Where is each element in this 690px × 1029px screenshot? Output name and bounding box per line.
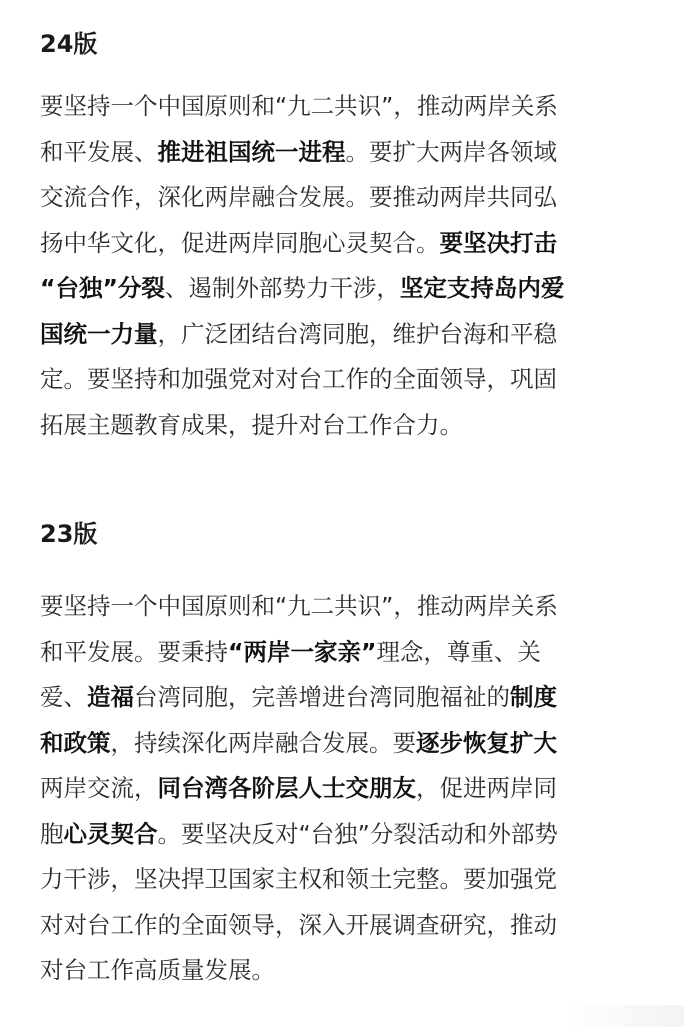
text-line xyxy=(40,84,660,130)
text-line xyxy=(40,903,660,949)
bold-text-run: 心灵契合 xyxy=(63,819,158,848)
section-heading-24: 24版 xyxy=(40,30,98,58)
bold-text-run: 国统一力量 xyxy=(40,319,158,348)
bold-text-run: 要坚决打击 xyxy=(439,228,557,257)
bold-text-run: 制度 xyxy=(510,683,557,711)
text-run: 理念，尊重、关 xyxy=(376,637,541,666)
bold-text-run: “台独”分裂 xyxy=(40,274,165,302)
text-run: 要坚持一个中国原则和“九二共识”，推动两岸关系 xyxy=(40,592,558,620)
text-run: ，促进两岸同 xyxy=(416,774,557,802)
text-run: 两岸交流， xyxy=(40,774,158,802)
section-paragraph-24 xyxy=(40,84,660,448)
bold-text-run: 造福 xyxy=(87,683,134,711)
bold-text-run: 坚定支持岛内爱 xyxy=(399,274,565,302)
text-run: 胞 xyxy=(40,819,64,848)
text-run: 对台工作高质量发展。 xyxy=(40,956,275,984)
text-line xyxy=(40,812,660,858)
text-run: 定。要坚持和加强党对对台工作的全面领导，巩固 xyxy=(40,365,557,393)
text-line xyxy=(40,630,660,676)
text-run: 爱、 xyxy=(40,683,87,711)
text-line xyxy=(40,403,660,449)
section-heading-23: 23版 xyxy=(40,520,98,548)
text-line xyxy=(40,675,660,721)
text-run: 对对台工作的全面领导，深入开展调查研究，推动 xyxy=(40,910,557,939)
text-run: 交流合作，深化两岸融合发展。要推动两岸共同弘 xyxy=(40,183,557,211)
text-line xyxy=(40,357,660,403)
watermark xyxy=(564,1005,684,1027)
text-run: 台湾同胞，完善增进台湾同胞福祉的 xyxy=(134,683,510,711)
text-run: ，广泛团结台湾同胞，维护台海和平稳 xyxy=(157,319,557,348)
text-line xyxy=(40,175,660,221)
section-paragraph-23 xyxy=(40,584,660,994)
text-run: 、遏制外部势力干涉， xyxy=(164,274,400,302)
text-run: 和平发展、 xyxy=(40,137,158,166)
text-line xyxy=(40,948,660,994)
bold-text-run: 和政策 xyxy=(40,728,111,757)
text-run: 拓展主题教育成果，提升对台工作合力。 xyxy=(40,410,463,439)
text-run: 扬中华文化，促进两岸同胞心灵契合。 xyxy=(40,228,440,257)
text-run: 和平发展。要秉持 xyxy=(40,637,228,666)
text-line xyxy=(40,266,660,312)
text-run: 。要扩大两岸各领域 xyxy=(345,137,557,166)
text-line xyxy=(40,766,660,812)
text-run: 力干涉，坚决捍卫国家主权和领土完整。要加强党 xyxy=(40,865,557,893)
text-line xyxy=(40,221,660,267)
bold-text-run: 同台湾各阶层人士交朋友 xyxy=(157,774,416,802)
bold-text-run: “两岸一家亲” xyxy=(228,637,377,666)
text-run: 。要坚决反对“台独”分裂活动和外部势 xyxy=(157,819,558,848)
text-line xyxy=(40,857,660,903)
text-line xyxy=(40,130,660,176)
text-run: 要坚持一个中国原则和“九二共识”，推动两岸关系 xyxy=(40,92,558,120)
bold-text-run: 推进祖国统一进程 xyxy=(157,137,346,166)
bold-text-run: 逐步恢复扩大 xyxy=(416,728,557,757)
text-line xyxy=(40,312,660,358)
text-run: ，持续深化两岸融合发展。要 xyxy=(110,728,416,757)
text-line xyxy=(40,584,660,630)
text-line xyxy=(40,721,660,767)
